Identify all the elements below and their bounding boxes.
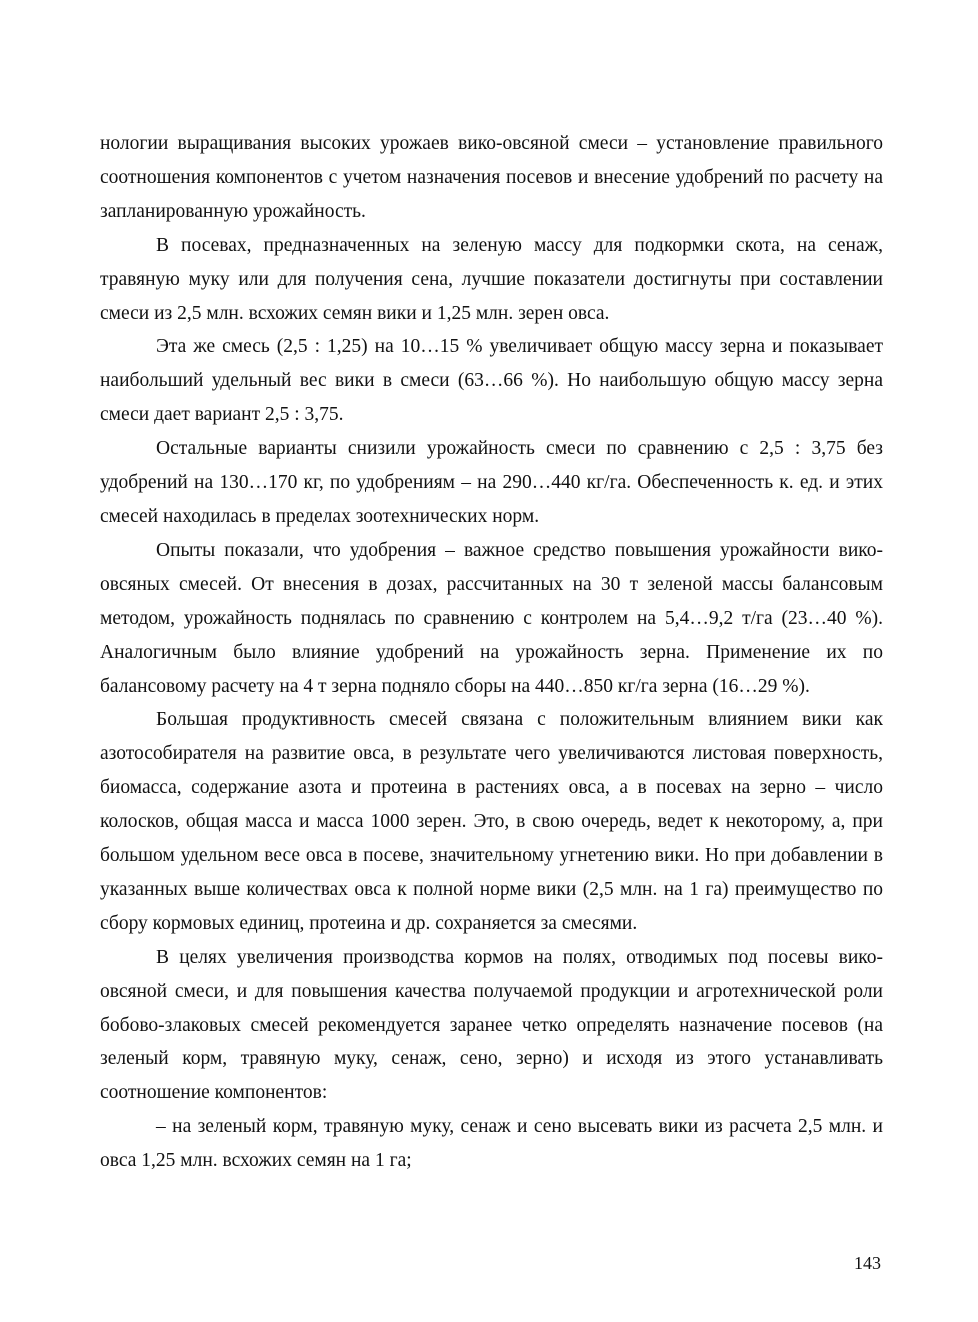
paragraph-2: В посевах, предназначенных на зеленую массу для подкормки скота, на сенаж, травяную муку или для получения сена, лучшие показатели достигнуты при составлении смеси из 2,5 млн. всхожих семян вики и 1,25 млн. зерен овса.: [100, 234, 883, 324]
paragraph-7: В целях увеличения производства кормов на полях, отводимых под посевы вико-овсяной смеси, и для повышения качества получаемой продукции и агротехнической роли бобово-злаковых смесей рекомендуется заранее четко определять назначение посевов (на зеленый корм, травяную муку, сенаж, сено, зерно) и исходя из этого устанавливать соотношение компонентов:: [100, 946, 883, 1104]
paragraph-4: Остальные варианты снизили урожайность смеси по сравнению с 2,5 : 3,75 без удобрений на 130…170 кг, по удобрениям – на 290…440 кг/га. Обеспеченность к. ед. и этих смесей находилась в пределах зоотехнических норм.: [100, 438, 883, 527]
paragraph-6: Большая продуктивность смесей связана с положительным влиянием вики как азотособирателя на развитие овса, в результате чего увеличиваются листовая поверхность, биомасса, содержание азота и протеина в растениях овса, а в посевах на зерно – число колосков, общая масса и масса 1000 зерен. Это, в свою очередь, ведет к некоторому, а, при большом удельном весе овса в посеве, значительному угнетению вики. Но при добавлении в указанных выше количествах овса к полной норме вики (2,5 млн. на 1 га) преимущество по сбору кормовых единиц, протеина и др. сохраняется за смесями.: [100, 709, 883, 934]
list-item-1: – на зеленый корм, травяную муку, сенаж и сено высевать вики из расчета 2,5 млн. и овса 1,25 млн. всхожих семян на 1 га;: [100, 1116, 883, 1172]
paragraph-1: нологии выращивания высоких урожаев вико-овсяной смеси – установление правильного соотношения компонентов с учетом назначения посевов и внесение удобрений по расчету на запланированную урожайность.: [100, 133, 883, 222]
page-number: 143: [854, 1253, 881, 1273]
body-text: [100, 127, 883, 1178]
paragraph-5: Опыты показали, что удобрения – важное средство повышения урожайности вико-овсяных смесей. От внесения в дозах, рассчитанных на 30 т зеленой массы балансовым методом, урожайность поднялась по сравнению с контролем на 5,4…9,2 т/га (23…40 %). Аналогичным было влияние удобрений на урожайность зерна. Применение их по балансовому расчету на 4 т зерна подняло сборы на 440…850 кг/га зерна (16…29 %).: [100, 539, 883, 697]
paragraph-3: Эта же смесь (2,5 : 1,25) на 10…15 % увеличивает общую массу зерна и показывает наибольший удельный вес вики в смеси (63…66 %). Но наибольшую общую массу зерна смеси дает вариант 2,5 : 3,75.: [100, 336, 883, 426]
